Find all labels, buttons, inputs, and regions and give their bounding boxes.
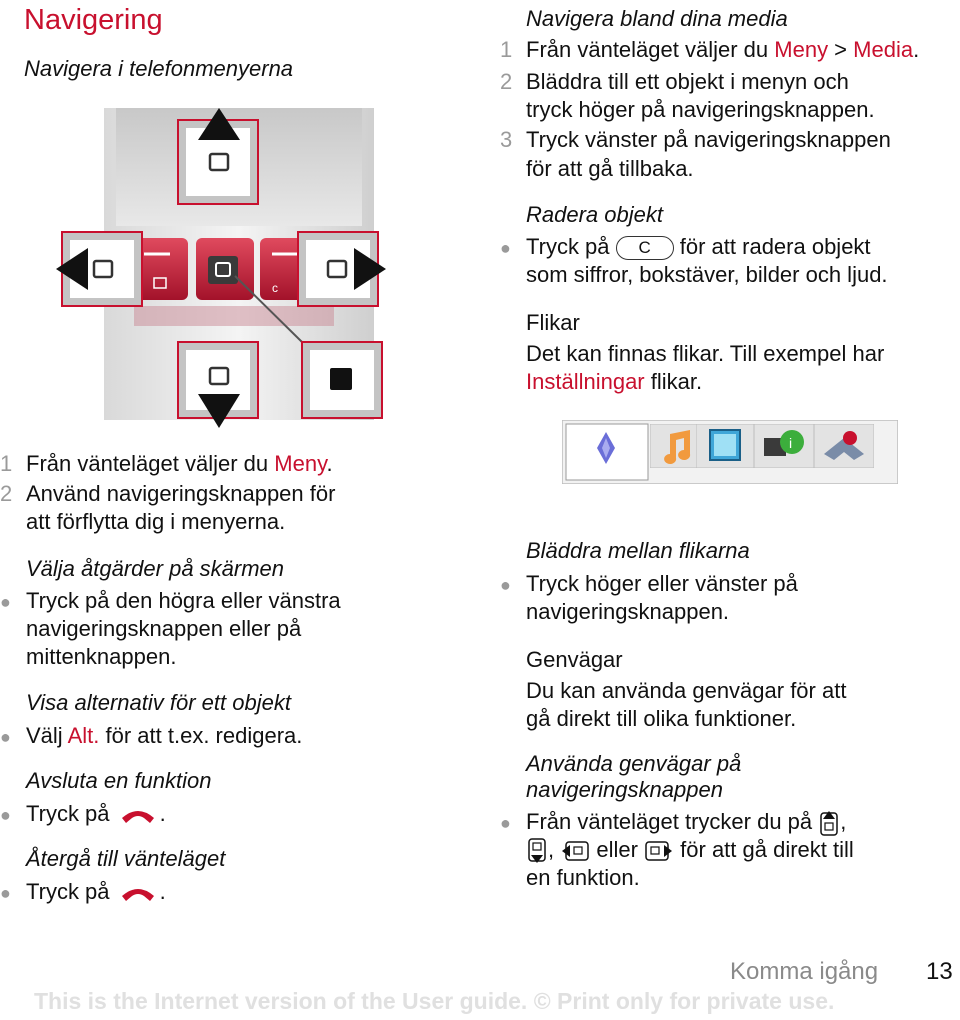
choose-actions-heading: Välja åtgärder på skärmen <box>26 556 285 581</box>
nav-center-key-icon <box>300 340 384 420</box>
delete-heading: Radera objekt <box>526 202 663 227</box>
use-shortcuts-heading-1: Använda genvägar på <box>526 751 742 776</box>
show-options-line: ● Välj Alt. för att t.ex. redigera. <box>0 723 303 748</box>
nav-left-key-icon <box>56 230 146 310</box>
tab-display-icon[interactable] <box>696 424 754 468</box>
media-step-3-cont: för att gå tillbaka. <box>526 156 694 181</box>
shortcuts-line-1: Du kan använda genvägar för att <box>526 678 847 703</box>
tab-calls-icon[interactable] <box>814 424 874 468</box>
settings-link[interactable]: Inställningar <box>526 369 645 394</box>
menu-link[interactable]: Meny <box>274 451 327 476</box>
left-step-1: 1 Från vänteläget väljer du Meny. <box>0 451 333 476</box>
page-number: 13 <box>926 958 953 985</box>
clear-key-icon: C <box>616 236 674 260</box>
tab-connectivity-icon[interactable] <box>754 424 814 468</box>
nav-up-small-icon <box>818 809 840 837</box>
use-shortcuts-line-1: ● Från vänteläget trycker du på , <box>500 808 846 837</box>
browse-tabs-heading: Bläddra mellan flikarna <box>526 538 750 563</box>
footer-disclaimer: This is the Internet version of the User guide. © Print only for private use. <box>34 988 835 1014</box>
use-shortcuts-line-2: , eller för att gå direkt till <box>526 836 854 865</box>
svg-text:i: i <box>789 435 793 451</box>
media-step-3: 3 Tryck vänster på navigeringsknappen <box>500 127 891 152</box>
nav-down-key-icon <box>176 340 262 430</box>
footer-section-name: Komma igång <box>730 958 879 985</box>
media-step-1: 1 Från vänteläget väljer du Meny > Media. <box>500 37 920 62</box>
end-function-line: ● Tryck på . <box>0 801 166 826</box>
left-step-2: 2 Använd navigeringsknappen för <box>0 481 336 506</box>
choose-actions-line-3: mittenknappen. <box>26 644 177 669</box>
choose-actions-line-2: navigeringsknappen eller på <box>26 616 302 641</box>
use-shortcuts-line-3: en funktion. <box>526 865 640 890</box>
media-step-2: 2 Bläddra till ett objekt i menyn och <box>500 69 849 94</box>
shortcuts-line-2: gå direkt till olika funktioner. <box>526 706 797 731</box>
options-link[interactable]: Alt. <box>67 723 100 748</box>
media-link[interactable]: Media <box>853 37 914 62</box>
media-step-2-cont: tryck höger på navigeringsknappen. <box>526 97 875 122</box>
end-call-key-icon <box>116 804 160 826</box>
nav-up-key-icon <box>176 106 262 206</box>
page-title: Navigering <box>24 4 163 36</box>
nav-left-small-icon <box>560 839 590 863</box>
return-standby-line: ● Tryck på . <box>0 879 166 904</box>
tabs-line-2: Inställningar flikar. <box>526 369 703 394</box>
use-shortcuts-heading-2: navigeringsknappen <box>526 777 723 802</box>
nav-right-key-icon <box>296 230 388 310</box>
delete-line-2: som siffror, bokstäver, bilder och ljud. <box>526 262 888 287</box>
choose-actions-line-1: ● Tryck på den högra eller vänstra <box>0 588 341 613</box>
delete-line-1: ● Tryck på C för att radera objekt <box>500 234 871 259</box>
svg-text:c: c <box>272 281 278 295</box>
end-function-heading: Avsluta en funktion <box>26 768 212 793</box>
media-heading: Navigera bland dina media <box>526 6 788 31</box>
show-options-heading: Visa alternativ för ett objekt <box>26 690 291 715</box>
nav-down-small-icon <box>526 837 548 865</box>
browse-tabs-line-1: ● Tryck höger eller vänster på <box>500 571 798 596</box>
shortcuts-heading: Genvägar <box>526 647 623 672</box>
tabs-heading: Flikar <box>526 310 580 335</box>
section-heading: Navigera i telefonmenyerna <box>24 56 294 81</box>
nav-right-small-icon <box>644 839 674 863</box>
tab-bar-illustration <box>562 420 898 484</box>
menu-link[interactable]: Meny <box>774 37 829 62</box>
left-step-2-cont: att förflytta dig i menyerna. <box>26 509 286 534</box>
end-call-key-icon <box>116 882 160 904</box>
return-standby-heading: Återgå till vänteläget <box>26 846 226 871</box>
browse-tabs-line-2: navigeringsknappen. <box>526 599 730 624</box>
tabs-line-1: Det kan finnas flikar. Till exempel har <box>526 341 885 366</box>
